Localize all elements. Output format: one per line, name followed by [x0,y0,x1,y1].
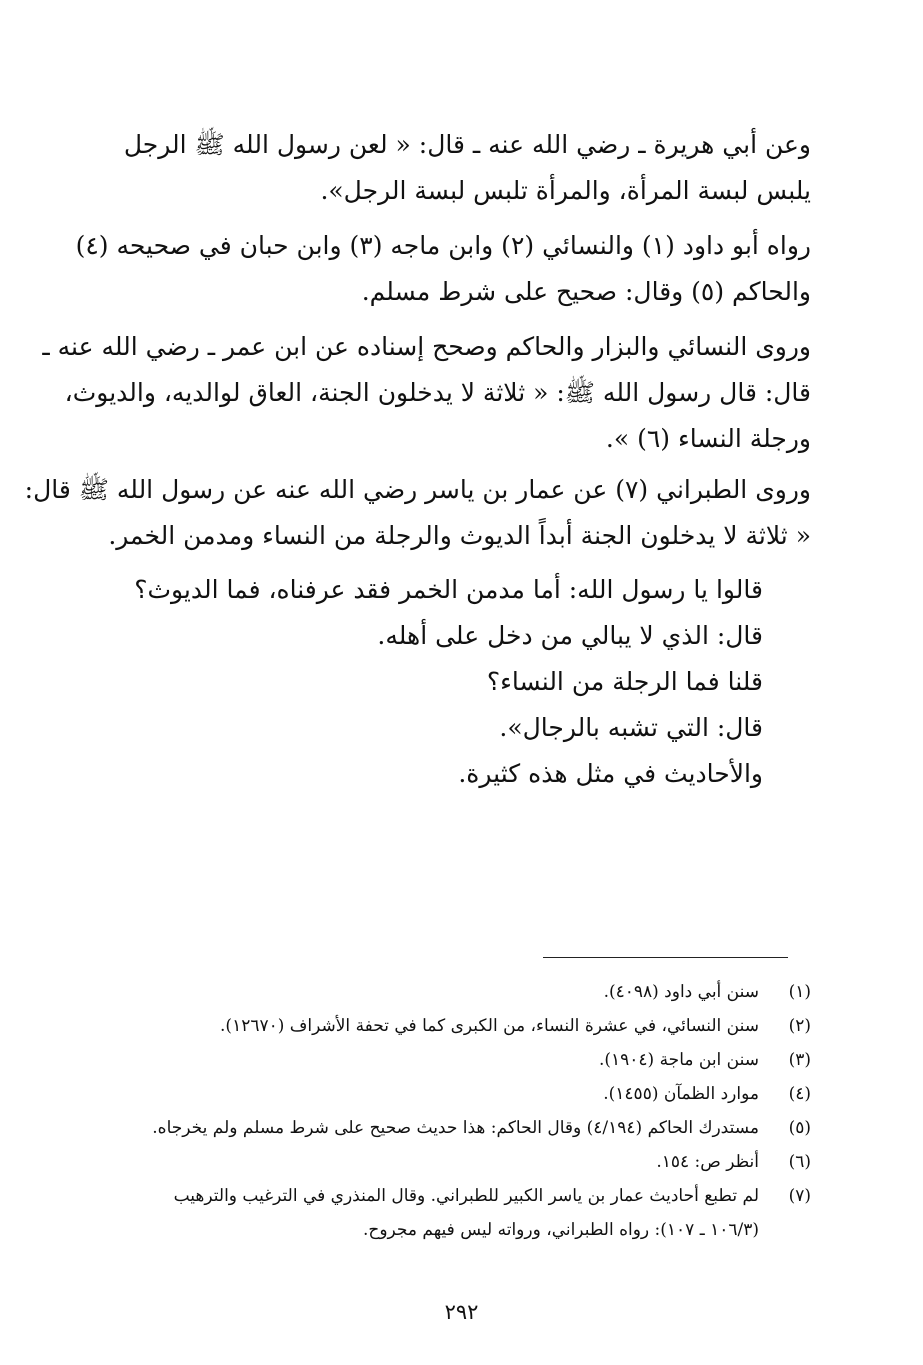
dialog-line: قال: التي تشبه بالرجال». [499,713,763,742]
footnote-number: (٦) [788,1152,811,1172]
paragraph-3 [42,324,811,462]
text-line: « ثلاثة لا يدخلون الجنة أبداً الديوث والرجلة من النساء ومدمن الخمر. [108,521,811,550]
footnote-text [111,1179,759,1247]
dialog-line: قال: الذي لا يبالي من دخل على أهله. [377,621,763,650]
footnote-number: (٥) [788,1118,811,1138]
footnote-number: (٣) [788,1050,811,1070]
text-line: والحاكم (٥) وقال: صحيح على شرط مسلم. [361,277,811,306]
footnote-text: سنن أبي داود (٤٠٩٨). [603,982,759,1002]
text-line: رواه أبو داود (١) والنسائي (٢) وابن ماجه (٣) وابن حبان في صحيحه (٤) [75,231,811,260]
footnote-item [111,1179,811,1247]
footnote-item [111,975,811,1009]
text-line: وروى الطبراني (٧) عن عمار بن ياسر رضي الله عنه عن رسول الله ﷺ قال: [24,475,811,504]
footnote-item [111,1145,811,1179]
footnote-text: سنن ابن ماجة (١٩٠٤). [598,1050,759,1070]
footnote-divider [543,957,788,958]
footnote-text: موارد الظمآن (١٤٥٥). [603,1084,759,1104]
footnotes [111,975,811,1247]
dialog-block [134,567,763,797]
text-line: ورجلة النساء (٦) ». [605,424,811,453]
dialog-line: والأحاديث في مثل هذه كثيرة. [458,759,763,788]
footnote-item [111,1043,811,1077]
text-line: يلبس لبسة المرأة، والمرأة تلبس لبسة الرجل». [320,176,811,205]
footnote-text-line: (١٠٦/٣ ـ ١٠٧): رواه الطبراني، ورواته ليس فيهم مجروح. [362,1220,759,1240]
footnote-item [111,1077,811,1111]
text-line: وروى النسائي والبزار والحاكم وصحح إسناده عن ابن عمر ـ رضي الله عنه ـ [42,332,811,361]
footnote-text-line: لم تطبع أحاديث عمار بن ياسر الكبير للطبراني. وقال المنذري في الترغيب والترهيب [173,1186,759,1206]
dialog-line: قلنا فما الرجلة من النساء؟ [486,667,763,696]
text-line: قال: قال رسول الله ﷺ: « ثلاثة لا يدخلون الجنة، العاق لوالديه، والديوث، [64,378,811,407]
paragraph-4 [24,467,811,559]
footnote-item [111,1111,811,1145]
footnote-number: (٤) [788,1084,811,1104]
page-number: ٢٩٢ [444,1300,479,1324]
footnote-number: (١) [788,982,811,1002]
paragraph-1 [115,122,811,214]
footnote-number: (٢) [788,1016,811,1036]
footnote-text: سنن النسائي، في عشرة النساء، من الكبرى كما في تحفة الأشراف (١٢٦٧٠). [220,1016,759,1036]
paragraph-2 [75,223,811,315]
footnote-number: (٧) [788,1186,811,1206]
footnote-text: مستدرك الحاكم (٤/١٩٤) وقال الحاكم: هذا حديث صحيح على شرط مسلم ولم يخرجاه. [152,1118,759,1138]
footnote-item [111,1009,811,1043]
footnote-text: أنظر ص: ١٥٤. [656,1152,759,1172]
dialog-line: قالوا يا رسول الله: أما مدمن الخمر فقد عرفناه، فما الديوث؟ [134,575,763,604]
text-line: وعن أبي هريرة ـ رضي الله عنه ـ قال: « لعن رسول الله ﷺ الرجل [123,130,811,159]
